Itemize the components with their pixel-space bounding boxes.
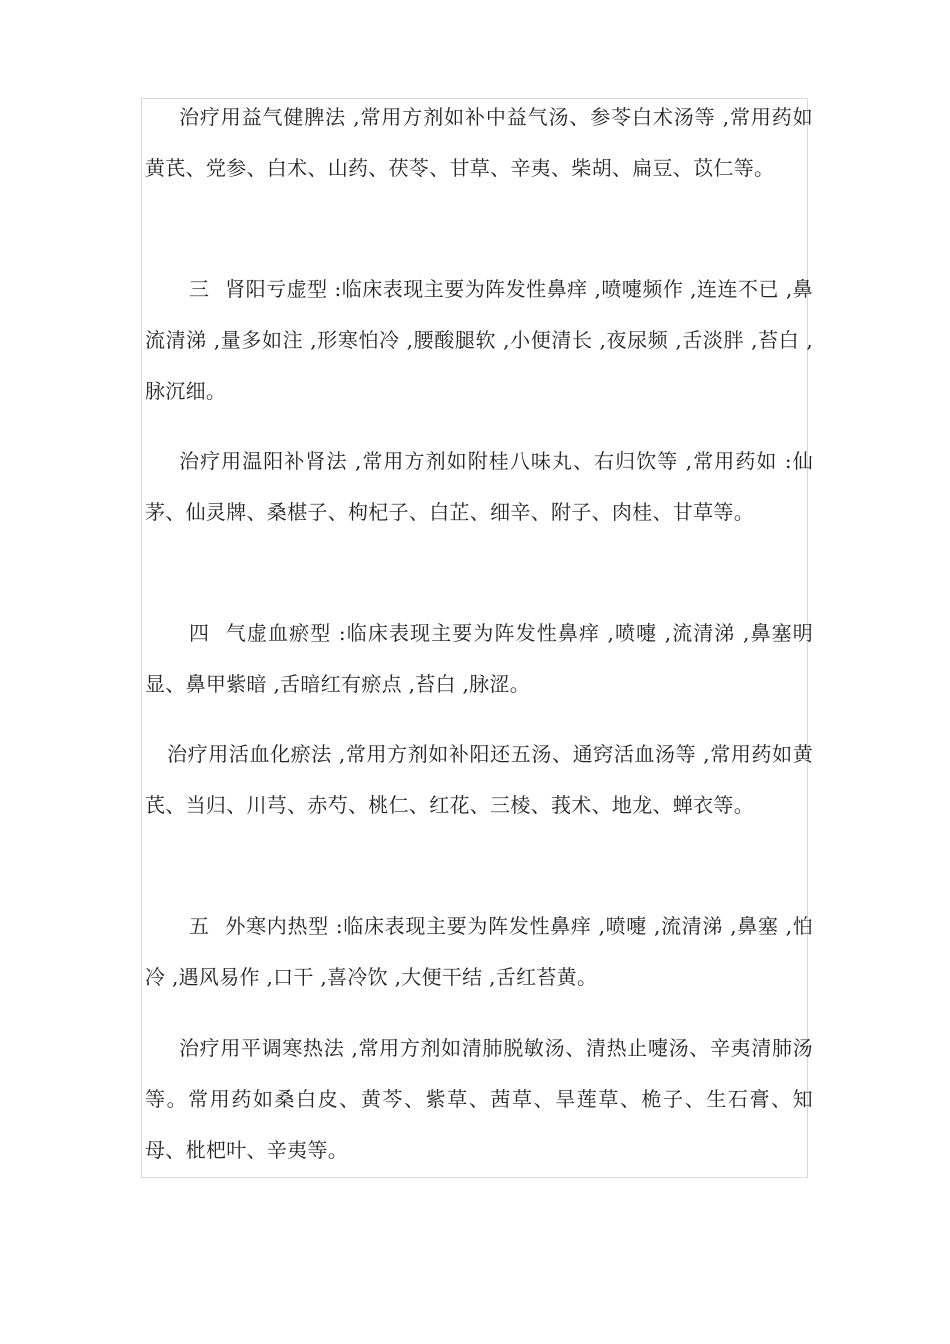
paragraph-text: 治疗用平调寒热法 ,常用方剂如清肺脱敏汤、清热止嚏汤、辛夷清肺汤等。常用药如桑白皮、黄芩、紫草、茜草、旱莲草、桅子、生石膏、知母、枇杷叶、辛夷等。 bbox=[145, 1036, 813, 1162]
section-title: 肾阳亏虚型 bbox=[225, 277, 328, 301]
section-title: 外寒内热型 bbox=[225, 914, 329, 938]
section-number: 三 bbox=[189, 277, 210, 301]
section-text: :临床表现主要为阵发性鼻痒 ,喷嚏 ,流清涕 ,鼻塞明显、鼻甲紫暗 ,舌暗红有瘀点 ,苔白 ,脉涩。 bbox=[145, 621, 814, 696]
section-number: 四 bbox=[189, 621, 210, 645]
section-text: :临床表现主要为阵发性鼻痒 ,喷嚏频作 ,连连不已 ,鼻流清涕 ,量多如注 ,形寒怕冷 ,腰酸腿软 ,小便清长 ,夜尿频 ,舌淡胖 ,苔白 ,脉沉细。 bbox=[145, 277, 813, 403]
paragraph-treatment-spleen bbox=[145, 92, 813, 194]
paragraph-text: 治疗用益气健脾法 ,常用方剂如补中益气汤、参苓白术汤等 ,常用药如黄芪、党参、白术、山药、茯苓、甘草、辛夷、柴胡、扁豆、苡仁等。 bbox=[145, 105, 813, 180]
section-number: 五 bbox=[189, 914, 210, 938]
section-title: 气虚血瘀型 bbox=[225, 621, 332, 645]
section-qi-deficiency-blood-stasis bbox=[145, 608, 813, 710]
section-external-cold-internal-heat bbox=[145, 901, 813, 1003]
paragraph-text: 治疗用温阳补肾法 ,常用方剂如附桂八味丸、右归饮等 ,常用药如 :仙茅、仙灵牌、桑椹子、枸杞子、白芷、细辛、附子、肉桂、甘草等。 bbox=[145, 449, 813, 524]
paragraph-treatment-kidney bbox=[145, 436, 813, 538]
section-text: :临床表现主要为阵发性鼻痒 ,喷嚏 ,流清涕 ,鼻塞 ,怕冷 ,遇风易作 ,口干 ,喜冷饮 ,大便干结 ,舌红苔黄。 bbox=[145, 914, 813, 989]
section-kidney-yang-deficiency bbox=[145, 264, 813, 417]
paragraph-treatment-cold-heat bbox=[145, 1023, 813, 1176]
paragraph-text: 治疗用活血化瘀法 ,常用方剂如补阳还五汤、通窍活血汤等 ,常用药如黄芪、当归、川芎、赤芍、桃仁、红花、三棱、莪术、地龙、蝉衣等。 bbox=[145, 742, 813, 817]
paragraph-treatment-blood-stasis bbox=[145, 729, 813, 831]
